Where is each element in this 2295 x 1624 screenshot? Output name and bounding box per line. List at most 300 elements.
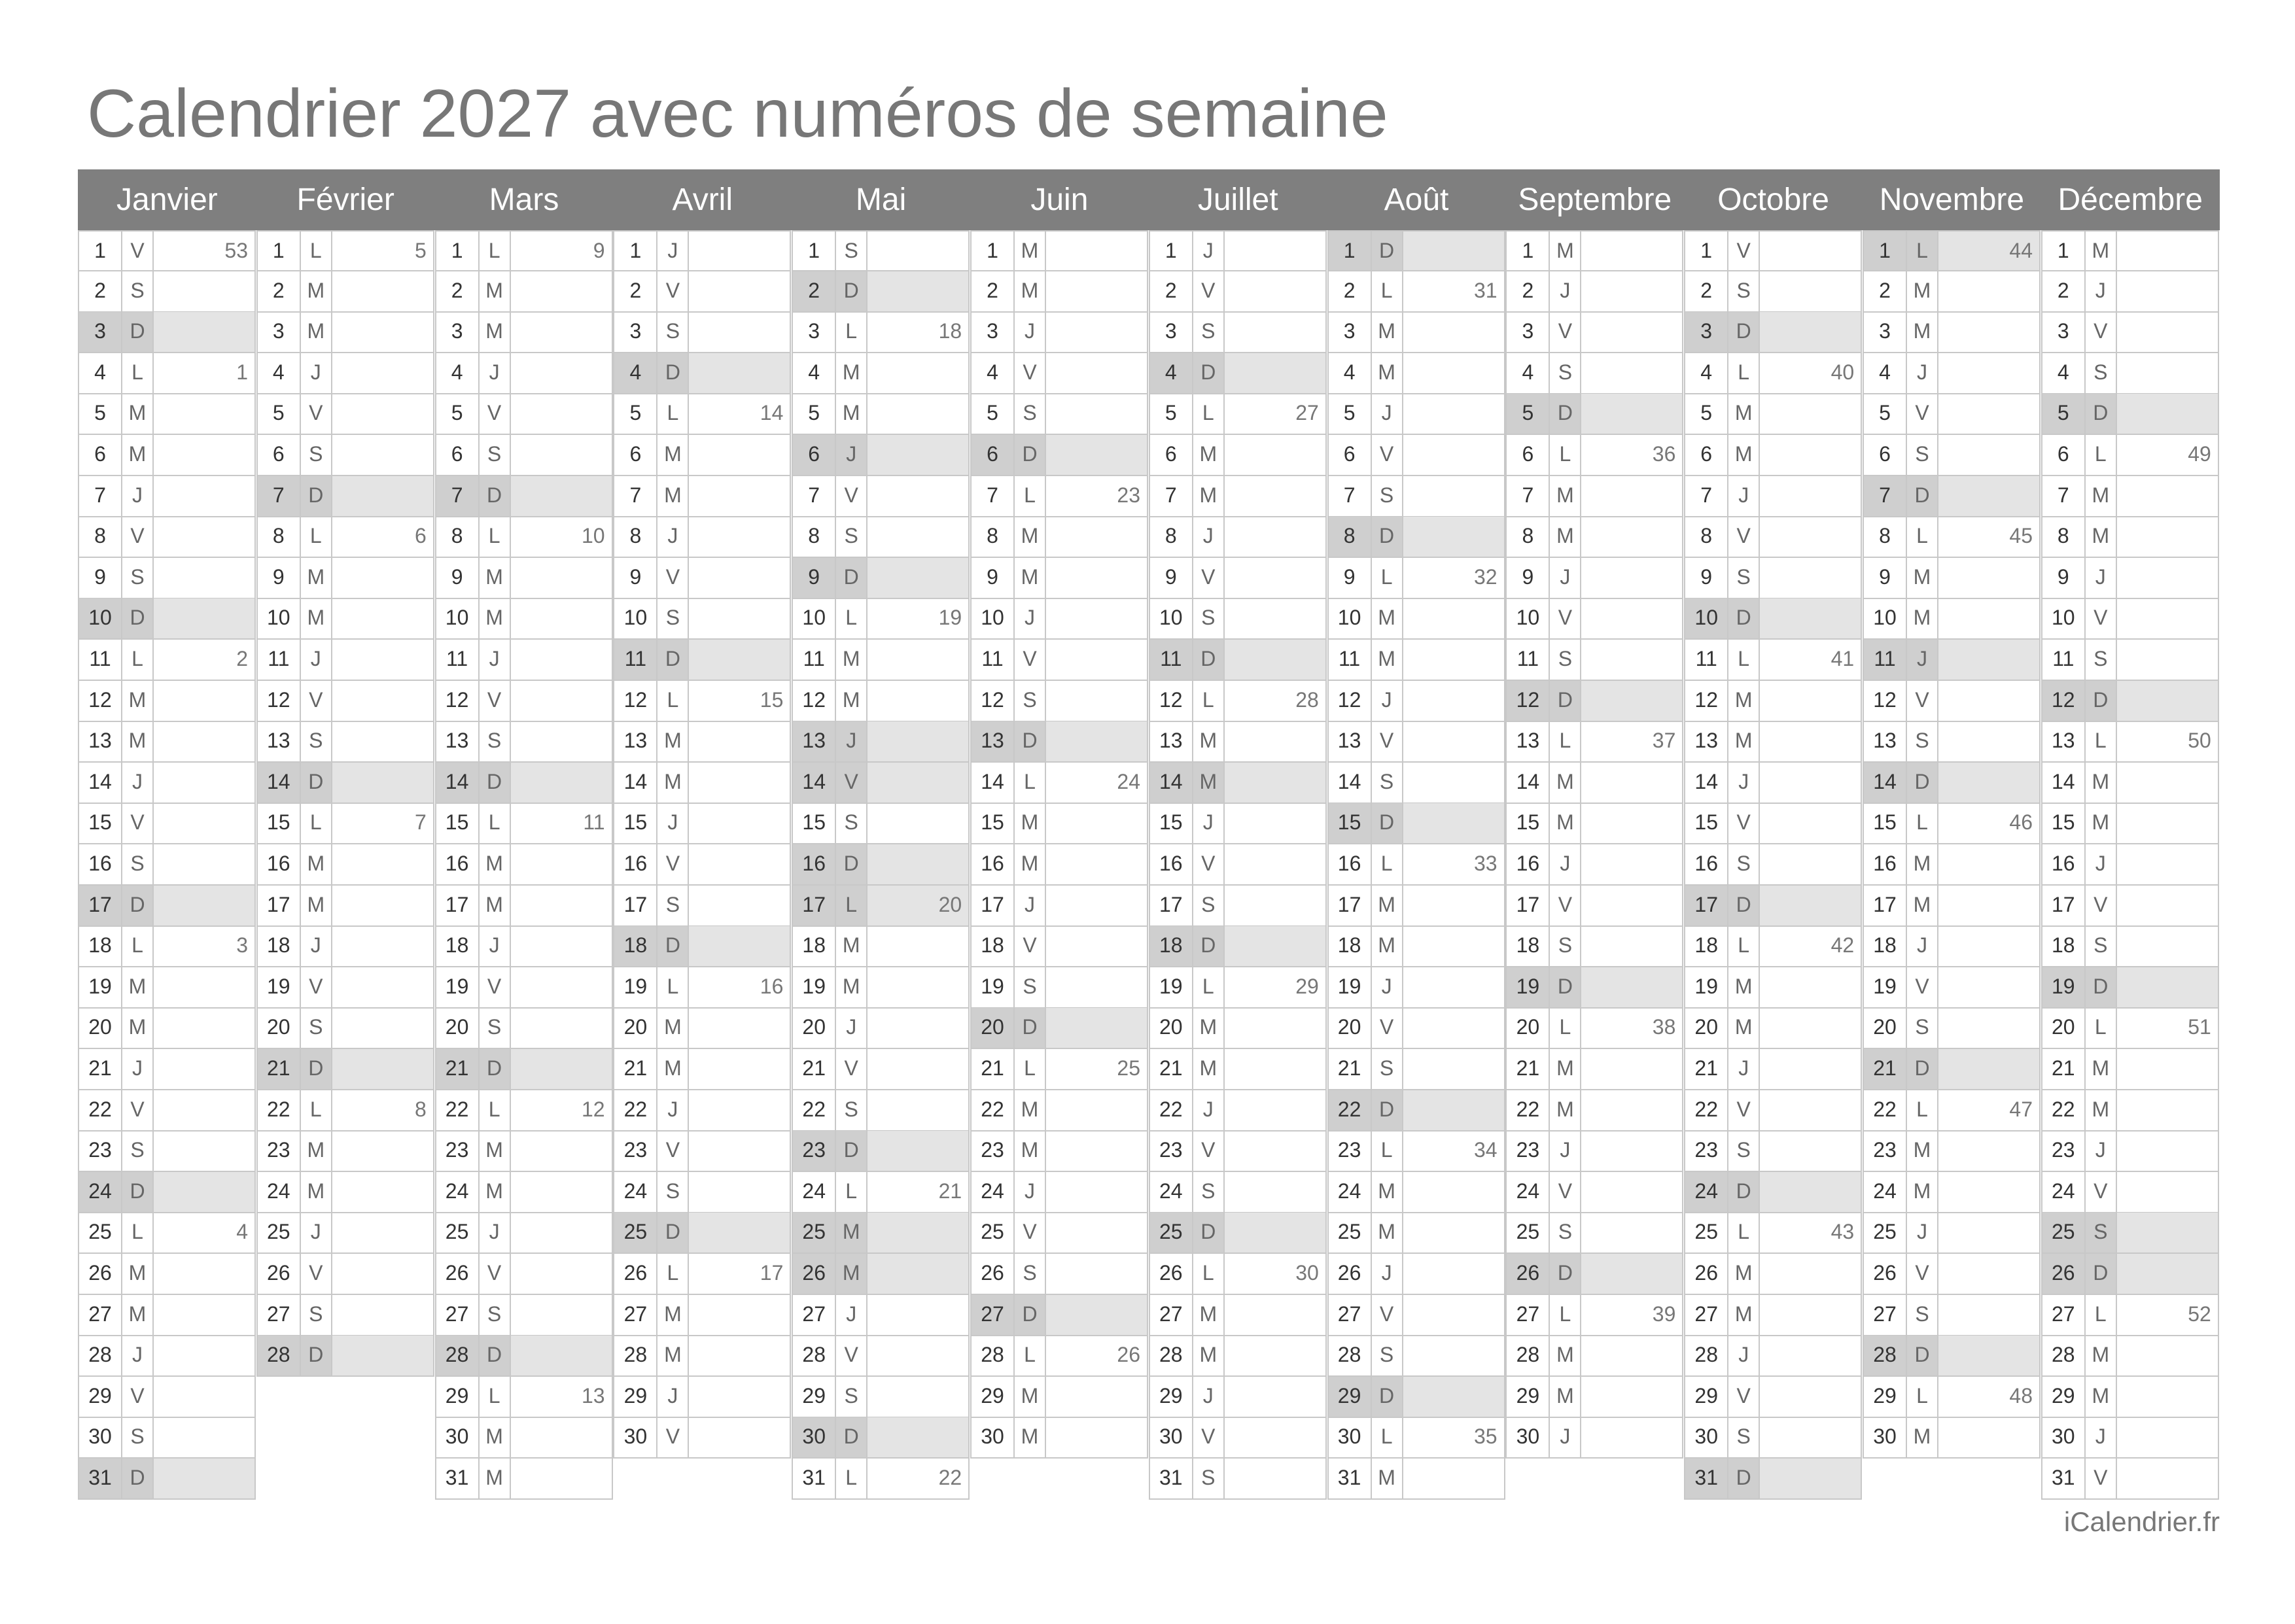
day-number: 28 [1337, 1343, 1361, 1367]
day-number: 21 [981, 1056, 1004, 1080]
day-number: 6 [1700, 442, 1713, 466]
day-letter: J [1727, 763, 1760, 803]
day-row [78, 1049, 256, 1090]
day-letter: M [1013, 271, 1046, 311]
day-letter: M [478, 886, 511, 925]
day-row [1505, 1336, 1683, 1377]
day-number: 7 [436, 476, 478, 516]
day-row [2041, 763, 2219, 804]
day-letter: M [1371, 353, 1403, 393]
day-row [78, 1008, 256, 1049]
day-row [792, 1254, 970, 1295]
day-number: 1 [629, 239, 642, 262]
day-number: 17 [793, 886, 835, 925]
day-letter: D [1549, 681, 1581, 721]
week-number: 7 [415, 810, 427, 835]
day-number: 9 [1700, 564, 1713, 589]
day-row [1327, 271, 1505, 313]
day-row [970, 926, 1148, 967]
day-row [1684, 271, 1862, 313]
day-letter: L [1192, 681, 1225, 721]
day-row [435, 1172, 613, 1213]
day-letter: M [300, 271, 332, 311]
day-letter: L [121, 640, 154, 680]
day-letter: J [1549, 1131, 1581, 1171]
day-number: 7 [94, 483, 106, 507]
day-row [256, 1049, 434, 1090]
week-number: 40 [1831, 360, 1855, 384]
week-number: 42 [1831, 933, 1855, 958]
day-letter: L [835, 886, 867, 925]
day-row [1863, 1254, 2041, 1295]
day-letter: S [1549, 640, 1581, 680]
day-row [1684, 721, 1862, 763]
day-row [435, 271, 613, 313]
day-number: 14 [1150, 763, 1192, 803]
day-letter: M [656, 763, 689, 803]
day-letter: M [121, 967, 154, 1007]
day-number: 10 [1685, 598, 1727, 638]
day-row [613, 803, 791, 844]
day-row [78, 844, 256, 886]
day-number: 1 [987, 239, 998, 262]
day-letter: J [656, 232, 689, 270]
day-number: 15 [802, 810, 826, 835]
day-letter: S [835, 1090, 867, 1130]
day-letter: D [1192, 926, 1225, 966]
day-number: 7 [987, 483, 998, 507]
day-row [78, 271, 256, 313]
day-number: 18 [445, 933, 469, 958]
week-number: 46 [2009, 810, 2033, 835]
day-letter: M [1013, 1131, 1046, 1171]
day-number: 17 [445, 892, 469, 916]
day-number: 10 [1159, 606, 1183, 630]
day-number: 11 [981, 647, 1004, 670]
day-number: 19 [1507, 967, 1549, 1007]
day-letter: M [121, 394, 154, 434]
day-row [1149, 1090, 1327, 1132]
day-number: 14 [2052, 769, 2075, 793]
day-letter: S [1192, 1459, 1225, 1498]
day-number: 12 [1873, 687, 1897, 712]
day-number: 1 [2057, 239, 2069, 262]
week-number: 43 [1831, 1220, 1855, 1244]
day-row [1863, 1131, 2041, 1172]
day-row [78, 886, 256, 927]
day-row [2041, 721, 2219, 763]
day-row [2041, 1254, 2219, 1295]
day-number: 4 [94, 360, 106, 384]
day-letter: V [1549, 1172, 1581, 1212]
day-row [1684, 1049, 1862, 1090]
day-row [435, 1336, 613, 1377]
week-number: 23 [1117, 483, 1140, 507]
day-number: 1 [1700, 239, 1713, 262]
day-row [1327, 1417, 1505, 1459]
day-row [78, 1172, 256, 1213]
day-number: 23 [1337, 1138, 1361, 1162]
day-number: 18 [267, 933, 290, 958]
day-row [1149, 763, 1327, 804]
day-letter: S [835, 1377, 867, 1417]
day-letter: M [1371, 312, 1403, 352]
day-number: 30 [793, 1417, 835, 1457]
day-row [970, 1090, 1148, 1132]
day-letter: J [300, 353, 332, 393]
day-number: 12 [623, 687, 648, 712]
day-letter: M [835, 353, 867, 393]
day-number: 14 [258, 763, 300, 803]
day-letter: V [2084, 598, 2117, 638]
day-letter: J [656, 803, 689, 843]
day-letter: M [1192, 476, 1225, 516]
day-letter: L [1906, 803, 1938, 843]
day-letter: L [300, 803, 332, 843]
day-letter: M [656, 721, 689, 761]
day-number: 24 [623, 1179, 648, 1203]
day-letter: J [2084, 1417, 2117, 1457]
day-row [1684, 230, 1862, 271]
day-number: 27 [623, 1302, 648, 1326]
day-number: 20 [802, 1015, 826, 1039]
day-row [1149, 681, 1327, 722]
day-number: 7 [1165, 483, 1177, 507]
day-row [970, 1377, 1148, 1418]
day-letter: D [2084, 967, 2117, 1007]
day-number: 5 [1507, 394, 1549, 434]
day-letter: M [656, 1295, 689, 1335]
day-row [435, 1377, 613, 1418]
day-number: 25 [793, 1213, 835, 1253]
day-row [1149, 271, 1327, 313]
day-number: 3 [1165, 319, 1177, 343]
day-number: 15 [1694, 810, 1718, 835]
day-number: 1 [451, 239, 463, 262]
day-row [1863, 763, 2041, 804]
day-number: 11 [614, 640, 656, 680]
day-letter: V [1906, 394, 1938, 434]
day-number: 13 [972, 721, 1013, 761]
day-number: 12 [88, 687, 112, 712]
day-letter: J [1549, 844, 1581, 884]
day-letter: V [1192, 844, 1225, 884]
day-number: 26 [445, 1261, 469, 1285]
day-letter: M [656, 435, 689, 475]
day-letter: M [1192, 1295, 1225, 1335]
day-letter: D [121, 1172, 154, 1212]
day-row [2041, 394, 2219, 435]
day-row [435, 1090, 613, 1132]
week-number: 3 [236, 933, 248, 958]
day-number: 28 [2052, 1343, 2075, 1367]
week-number: 11 [583, 810, 605, 835]
day-letter: J [1906, 353, 1938, 393]
day-letter: D [656, 1213, 689, 1253]
day-row [1505, 1090, 1683, 1132]
day-letter: S [121, 271, 154, 311]
day-row [1684, 353, 1862, 394]
day-letter: V [1549, 312, 1581, 352]
day-row [613, 1008, 791, 1049]
day-row [1505, 353, 1683, 394]
day-row [1684, 476, 1862, 517]
day-letter: M [478, 844, 511, 884]
day-number: 29 [88, 1383, 112, 1408]
day-number: 15 [267, 810, 290, 835]
day-letter: D [300, 1336, 332, 1375]
day-number: 9 [272, 564, 285, 589]
day-row [613, 1049, 791, 1090]
day-number: 20 [267, 1015, 290, 1039]
day-number: 15 [1329, 803, 1371, 843]
day-number: 17 [79, 886, 121, 925]
day-number: 27 [1873, 1302, 1897, 1326]
week-number: 18 [938, 319, 962, 343]
day-number: 18 [88, 933, 112, 958]
day-row [1327, 763, 1505, 804]
day-row [792, 312, 970, 353]
day-letter: V [300, 1254, 332, 1294]
day-letter: S [1727, 1417, 1760, 1457]
day-number: 8 [1522, 524, 1534, 548]
day-number: 19 [2042, 967, 2084, 1007]
day-number: 20 [1516, 1015, 1540, 1039]
day-row [256, 763, 434, 804]
day-number: 18 [981, 933, 1004, 958]
day-row [792, 763, 970, 804]
day-row [256, 1336, 434, 1377]
day-letter: S [121, 1131, 154, 1171]
day-letter: S [121, 558, 154, 598]
day-letter: S [1013, 394, 1046, 434]
day-row [1327, 1131, 1505, 1172]
day-row [792, 967, 970, 1009]
day-number: 27 [267, 1302, 290, 1326]
day-number: 9 [987, 564, 998, 589]
day-number: 26 [1337, 1261, 1361, 1285]
day-number: 1 [1329, 232, 1371, 270]
day-number: 5 [1343, 401, 1356, 425]
day-row [2041, 230, 2219, 271]
day-number: 1 [1522, 239, 1534, 262]
day-number: 25 [1150, 1213, 1192, 1253]
day-number: 29 [802, 1383, 826, 1408]
day-number: 10 [267, 606, 290, 630]
day-row [1863, 394, 2041, 435]
day-row [1149, 1213, 1327, 1254]
day-letter: M [478, 598, 511, 638]
day-number: 30 [445, 1425, 469, 1449]
day-letter: M [478, 1459, 511, 1498]
day-letter: J [656, 517, 689, 557]
day-row [970, 1295, 1148, 1336]
day-letter: S [1192, 1172, 1225, 1212]
day-number: 31 [79, 1459, 121, 1498]
day-letter: J [835, 721, 867, 761]
day-letter: D [478, 1336, 511, 1375]
day-number: 22 [445, 1097, 469, 1121]
day-row [1505, 1254, 1683, 1295]
day-row [970, 312, 1148, 353]
day-number: 21 [802, 1056, 826, 1080]
day-row [792, 1049, 970, 1090]
day-letter: M [1549, 763, 1581, 803]
month-name: Janvier [116, 182, 218, 217]
day-letter: V [121, 803, 154, 843]
day-number: 29 [1694, 1383, 1718, 1408]
day-row [970, 967, 1148, 1009]
day-number: 8 [1329, 517, 1371, 557]
day-number: 28 [1159, 1343, 1183, 1367]
day-letter: L [1549, 1008, 1581, 1048]
day-row [1863, 1295, 2041, 1336]
day-row [435, 517, 613, 558]
day-number: 7 [1522, 483, 1534, 507]
day-letter: V [2084, 886, 2117, 925]
day-letter: V [1013, 926, 1046, 966]
day-letter: S [121, 1417, 154, 1457]
day-letter: S [1906, 1295, 1938, 1335]
day-letter: V [1192, 1417, 1225, 1457]
day-row [1863, 844, 2041, 886]
day-number: 14 [793, 763, 835, 803]
day-letter: M [656, 1336, 689, 1375]
day-row [1327, 967, 1505, 1009]
day-row [256, 844, 434, 886]
day-row [435, 1254, 613, 1295]
day-letter: M [1013, 1417, 1046, 1457]
day-letter: M [1906, 886, 1938, 925]
day-number: 16 [1516, 852, 1540, 875]
day-row [256, 312, 434, 353]
day-number: 2 [94, 278, 106, 302]
day-row [2041, 926, 2219, 967]
day-letter: V [1906, 967, 1938, 1007]
day-number: 22 [981, 1097, 1004, 1121]
day-number: 22 [1329, 1090, 1371, 1130]
day-row [435, 1459, 613, 1500]
day-number: 20 [2052, 1015, 2075, 1039]
day-row [1505, 681, 1683, 722]
day-letter: L [1549, 721, 1581, 761]
day-letter: M [478, 558, 511, 598]
day-number: 23 [445, 1138, 469, 1162]
day-row [2041, 1049, 2219, 1090]
day-row [1505, 558, 1683, 599]
day-number: 3 [451, 319, 463, 343]
day-number: 18 [1516, 933, 1540, 958]
day-letter: M [300, 844, 332, 884]
day-letter: J [835, 435, 867, 475]
day-letter: D [2084, 1254, 2117, 1294]
day-letter: L [656, 394, 689, 434]
day-letter: V [478, 394, 511, 434]
day-number: 26 [1873, 1261, 1897, 1285]
day-number: 8 [1879, 524, 1891, 548]
day-letter: D [1906, 1049, 1938, 1089]
day-letter: M [1192, 1008, 1225, 1048]
day-row [613, 476, 791, 517]
day-number: 21 [88, 1056, 112, 1080]
day-number: 8 [808, 524, 820, 548]
day-number: 27 [802, 1302, 826, 1326]
day-letter: J [2084, 844, 2117, 884]
day-row [78, 721, 256, 763]
day-letter: V [121, 1090, 154, 1130]
day-number: 18 [802, 933, 826, 958]
day-number: 28 [436, 1336, 478, 1375]
day-letter: M [1371, 640, 1403, 680]
day-number: 11 [1695, 647, 1717, 670]
day-number: 7 [629, 483, 642, 507]
day-row [613, 598, 791, 640]
day-letter: D [1371, 232, 1403, 270]
day-number: 4 [1522, 360, 1534, 384]
day-number: 21 [1159, 1056, 1183, 1080]
day-number: 14 [1516, 769, 1540, 793]
day-row [1684, 1213, 1862, 1254]
day-number: 11 [89, 647, 111, 670]
day-row [1505, 967, 1683, 1009]
day-letter: S [1906, 1008, 1938, 1048]
day-number: 24 [79, 1172, 121, 1212]
day-number: 4 [272, 360, 285, 384]
day-number: 30 [1873, 1425, 1897, 1449]
day-letter: S [1371, 1049, 1403, 1089]
day-row [78, 476, 256, 517]
day-row [1327, 1377, 1505, 1418]
day-letter: S [1371, 1336, 1403, 1375]
day-number: 1 [1165, 239, 1177, 262]
day-row [256, 1254, 434, 1295]
day-letter: V [835, 476, 867, 516]
day-row [792, 926, 970, 967]
day-number: 24 [1516, 1179, 1540, 1203]
day-row [792, 1131, 970, 1172]
day-number: 4 [451, 360, 463, 384]
day-letter: J [121, 1049, 154, 1089]
day-number: 12 [1337, 687, 1361, 712]
day-number: 21 [1864, 1049, 1906, 1089]
day-letter: L [1371, 1131, 1403, 1171]
day-row [78, 1377, 256, 1418]
day-number: 17 [1159, 892, 1183, 916]
day-row [2041, 886, 2219, 927]
day-letter: D [656, 926, 689, 966]
day-row [792, 681, 970, 722]
day-letter: D [300, 1049, 332, 1089]
day-row [613, 1131, 791, 1172]
day-number: 15 [981, 810, 1004, 835]
day-number: 14 [981, 769, 1004, 793]
day-number: 31 [445, 1466, 469, 1489]
day-row [78, 1090, 256, 1132]
day-letter: S [835, 517, 867, 557]
day-letter: M [300, 558, 332, 598]
day-number: 21 [436, 1049, 478, 1089]
day-letter: L [1371, 271, 1403, 311]
week-number: 47 [2009, 1097, 2033, 1121]
day-number: 17 [267, 892, 290, 916]
day-number: 23 [1694, 1138, 1718, 1162]
day-row [970, 1417, 1148, 1459]
day-number: 22 [88, 1097, 112, 1121]
day-row [792, 230, 970, 271]
day-row [435, 1417, 613, 1459]
day-letter: M [1371, 1213, 1403, 1253]
day-letter: S [2084, 926, 2117, 966]
